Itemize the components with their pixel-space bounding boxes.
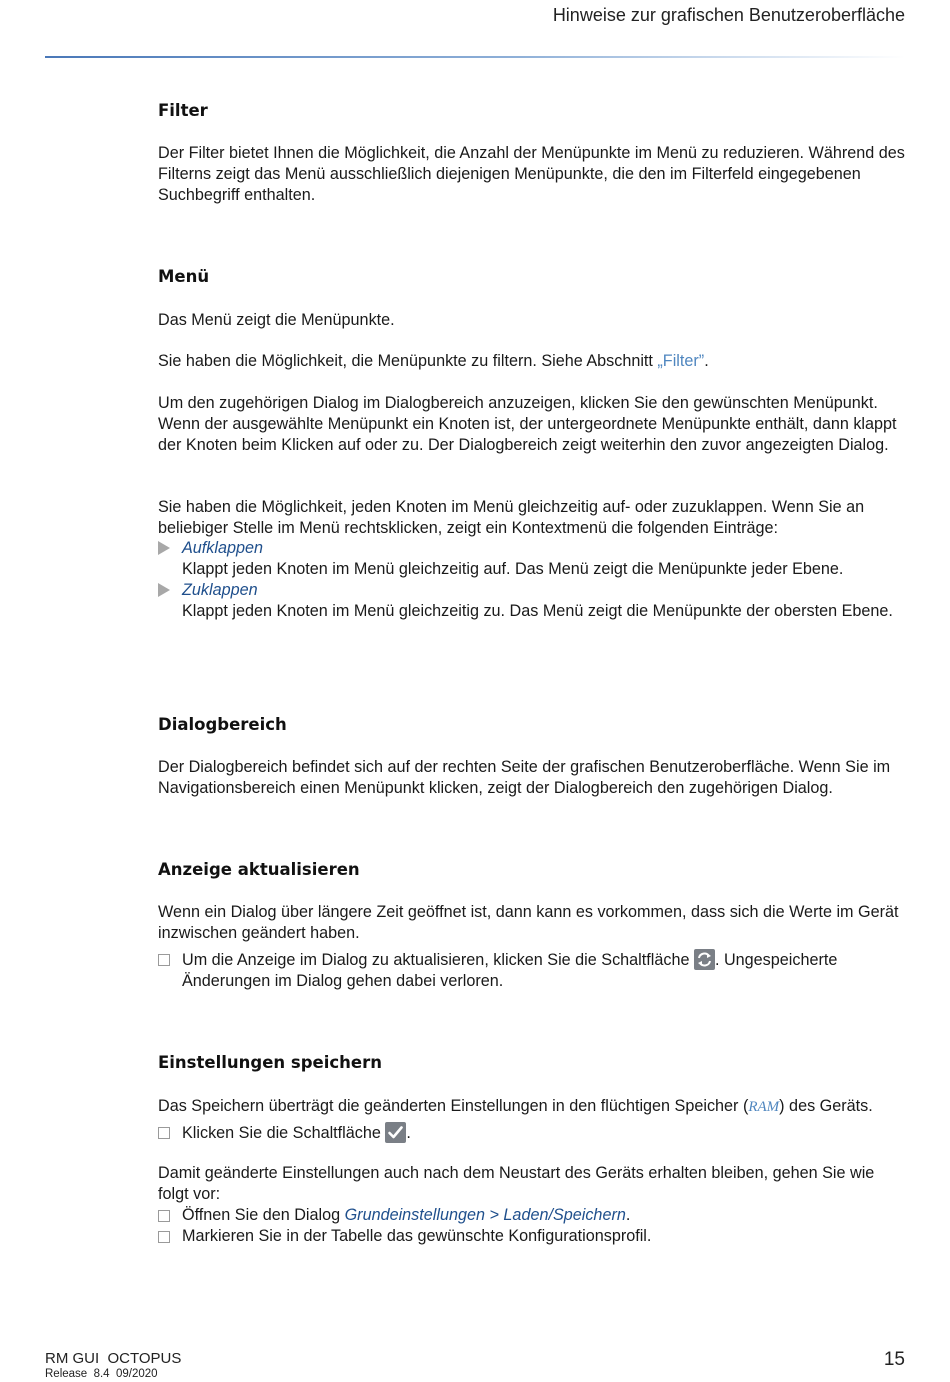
refresh-step-text-start: Um die Anzeige im Dialog zu aktualisieren, klicken Sie die Schaltfläche (182, 951, 694, 969)
refresh-paragraph: Wenn ein Dialog über längere Zeit geöffnet ist, dann kann es vorkommen, dass sich die Werte im Gerät inzwischen geändert haben. (158, 903, 899, 942)
refresh-icon[interactable] (694, 949, 715, 970)
checkbox-bullet-icon (158, 1210, 170, 1222)
save-step-1-text-start: Klicken Sie die Schaltfläche (182, 1124, 386, 1142)
page-number: 15 (883, 1349, 905, 1370)
heading-filter: Filter (158, 101, 208, 120)
save-step-1-text-end: . (406, 1124, 411, 1142)
footer-product-name: RM GUI OCTOPUS (45, 1350, 182, 1367)
collapse-title: Zuklappen (182, 581, 258, 599)
collapse-description: Klappt jeden Knoten im Menü gleichzeitig zu. Das Menü zeigt die Menüpunkte der obersten Ebene. (182, 601, 893, 620)
save-step-3-text: Markieren Sie in der Tabelle das gewünschte Konfigurationsprofil. (182, 1227, 652, 1245)
save-step-1 (158, 1122, 908, 1144)
checkbox-bullet-icon (158, 1231, 170, 1243)
save-paragraph-1-end: ) des Geräts. (779, 1097, 873, 1115)
dialog-area-paragraph: Der Dialogbereich befindet sich auf der rechten Seite der grafischen Benutzeroberfläche. Wenn Sie im Navigationsbereich einen Menüpunkt klicken, zeigt der Dialogbereich den zugehörigen Dialog. (158, 758, 891, 797)
context-menu-item-expand (158, 538, 908, 580)
menu-paragraph-3: Um den zugehörigen Dialog im Dialogbereich anzuzeigen, klicken Sie den gewünschten Menüpunkt. Wenn der ausgewählte Menüpunkt ein Knoten ist, der untergeordnete Menüpunkte enthält, dann klappt der Knoten beim Klicken auf oder zu. Der Dialogbereich zeigt weiterhin den zuvor angezeigten Dialog. (158, 394, 897, 454)
header-divider (45, 56, 905, 58)
heading-dialog-area: Dialogbereich (158, 715, 287, 734)
context-menu-item-collapse (158, 580, 908, 622)
heading-save-settings: Einstellungen speichern (158, 1053, 382, 1072)
heading-menu: Menü (158, 267, 210, 286)
menu-paragraph-2-text: Sie haben die Möglichkeit, die Menüpunkte zu filtern. Siehe Abschnitt (158, 352, 658, 370)
save-paragraph-1 (158, 1096, 908, 1118)
expand-title: Aufklappen (182, 539, 264, 557)
ram-glossary-link[interactable]: RAM (748, 1099, 780, 1115)
load-save-dialog-link[interactable]: Grundeinstellungen > Laden/Speichern (344, 1206, 626, 1224)
footer-release: Release 8.4 09/2020 (45, 1368, 158, 1380)
expand-description: Klappt jeden Knoten im Menü gleichzeitig auf. Das Menü zeigt die Menüpunkte jeder Ebene. (182, 559, 844, 578)
footer-product-info (45, 1350, 181, 1380)
save-step-2-text (182, 1205, 908, 1226)
menu-paragraph-4: Sie haben die Möglichkeit, jeden Knoten im Menü gleichzeitig auf- oder zuzuklappen. Wenn Sie an beliebiger Stelle im Menü rechtsklicken, zeigt ein Kontextmenü die folgenden Einträge: (158, 498, 865, 537)
menu-paragraph-1: Das Menü zeigt die Menüpunkte. (158, 311, 395, 329)
menu-paragraph-2-end: . (704, 352, 709, 370)
menu-paragraph-2 (158, 351, 908, 372)
filter-section-link[interactable]: „Filter” (657, 352, 705, 370)
heading-refresh: Anzeige aktualisieren (158, 860, 360, 879)
checkbox-bullet-icon (158, 1127, 170, 1139)
save-step-1-text (182, 1122, 908, 1144)
save-step-3 (158, 1226, 908, 1247)
filter-paragraph: Der Filter bietet Ihnen die Möglichkeit, die Anzahl der Menüpunkte im Menü zu reduzieren. Während des Filterns zeigt das Menü ausschließlich diejenigen Menüpunkte, die den im Filterfeld eingegebenen Suchbegriff enthalten. (158, 144, 905, 204)
refresh-step-text-end: . Ungespeicherte Änderungen im Dialog gehen dabei verloren. (182, 951, 838, 990)
save-step-2-text-start: Öffnen Sie den Dialog (182, 1206, 345, 1224)
save-paragraph-2: Damit geänderte Einstellungen auch nach dem Neustart des Geräts erhalten bleiben, gehen Sie wie folgt vor: (158, 1164, 875, 1203)
refresh-step (158, 949, 908, 992)
triangle-bullet-icon (158, 541, 170, 555)
triangle-bullet-icon (158, 583, 170, 597)
refresh-step-text (182, 949, 908, 992)
checkbox-bullet-icon (158, 954, 170, 966)
running-header-title: Hinweise zur grafischen Benutzeroberfläche (552, 5, 905, 25)
save-step-2 (158, 1205, 908, 1226)
save-step-2-text-end: . (625, 1206, 631, 1224)
save-paragraph-1-start: Das Speichern überträgt die geänderten Einstellungen in den flüchtigen Speicher ( (158, 1097, 749, 1115)
checkmark-save-icon[interactable] (385, 1122, 406, 1143)
